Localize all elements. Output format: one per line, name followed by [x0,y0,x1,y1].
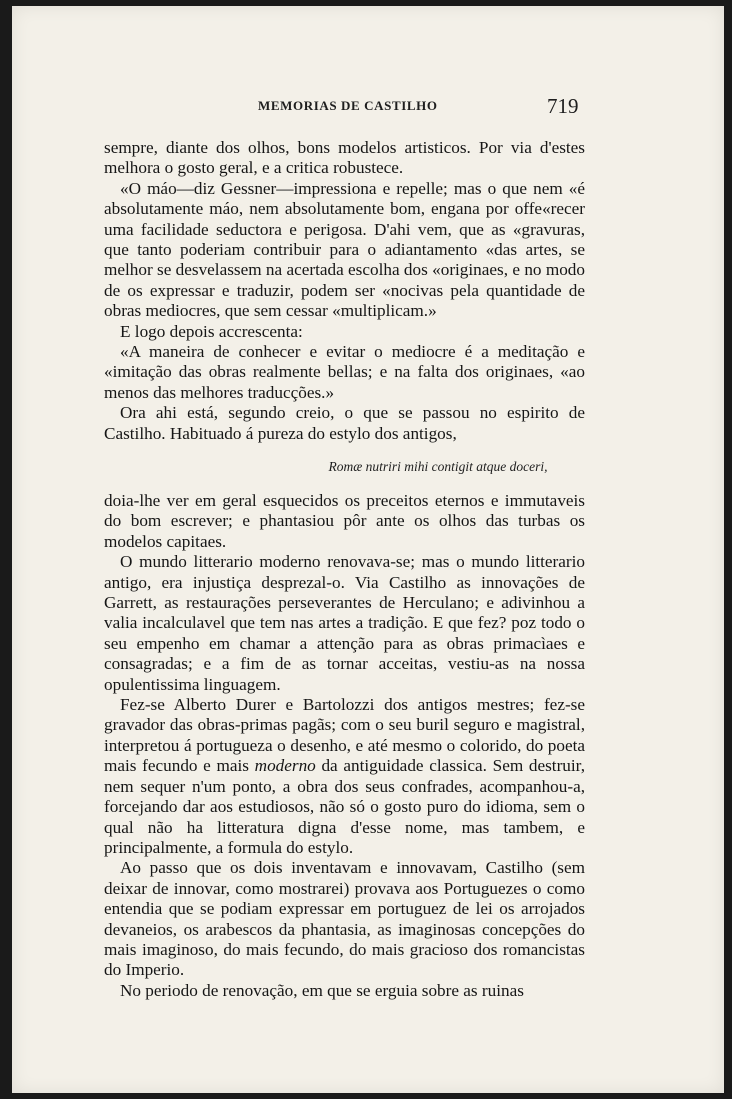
page-number: 719 [547,94,579,118]
paragraph: sempre, diante dos olhos, bons modelos artisticos. Por via d'estes melhora o gosto geral, e a critica robustece. [104,138,585,178]
paragraph: E logo depois accrescenta: [120,321,303,341]
running-title: MEMORIAS DE CASTILHO [258,98,438,113]
paragraph: Ao passo que os dois inventavam e innovavam, Castilho (sem deixar de innovar, como mostrarei) provava aos Portuguezes o como entendia que se podiam expressar em portuguez de lei os arrojados devaneios, os arabescos da phantasia, as imaginosas concepções do mais imaginoso, do mais fecundo, do mais gracioso dos romancistas do Imperio. [104,858,585,980]
paragraph: doia-lhe ver em geral esquecidos os preceitos eternos e immutaveis do bom escrever; e phantasiou pôr ante os olhos das turbas os modelos capitaes. [104,491,585,551]
latin-quote [12,459,724,475]
paragraph: «O máo—diz Gessner—impressiona e repelle; mas o que nem «é absolutamente máo, nem absolutamente bom, engana por offe«recer uma facilidade seductora e perigosa. D'ahi vem, que as «gravuras, que tanto poderiam contribuir para o adiantamento «das artes, se melhor se desvelassem na acertada escolha dos «originaes, e no modo de os expressar e traduzir, podem ser «nocivas pela quantidade de obras mediocres, que sem cessar «multiplicam.» [104,178,585,321]
paragraph-text: da antiguidade classica. Sem destruir, nem sequer n'um ponto, a obra dos seus confrades, acompanhou-a, forcejando dar aos estudiosos, não só o gosto puro do idioma, sem o qual não ha litteratura digna d'esse nome, mas tambem, e principalmente, a formula do estylo. [104,756,585,857]
paragraph: O mundo litterario moderno renovava-se; mas o mundo litterario antigo, era injustiça desprezal-o. Via Castilho as innovações de Garrett, as restaurações perseverantes de Herculano; e adivinhou a valia incalculavel que tem nas artes a tradição. E que fez? poz todo o seu empenho em chamar a attenção para as obras primacìaes e consagradas; e a fim de as tornar acceitas, vestiu-as na nossa opulentissima linguagem. [104,552,585,694]
paragraph: Ora ahi está, segundo creio, o que se passou no espirito de Castilho. Habituado á pureza do estylo dos antigos, [104,403,585,443]
book-page [12,6,724,1093]
paragraph: No periodo de renovação, em que se erguia sobre as ruinas [120,980,524,1000]
emphasis-moderno: moderno [254,756,316,776]
paragraph [104,695,585,858]
text-block-lower [104,491,585,1001]
paragraph-text: Fez-se Alberto Durer e Bartolozzi dos antigos mestres; fez-se gravador das obras-primas pagãs; com o seu buril seguro e magistral, interpretou á portugueza o desenho, e até mesmo o colorido, do poeta mais fecundo e mais [104,695,585,776]
paragraph: «A maneira de conhecer e evitar o mediocre é a meditação e «imitação das obras realmente bellas; e na falta dos originaes, «ao menos das melhores traducções.» [104,342,585,402]
text-block-upper [104,138,585,444]
page-header [12,94,724,120]
latin-quote-text: Romæ nutriri mihi contigit atque doceri, [328,459,548,474]
